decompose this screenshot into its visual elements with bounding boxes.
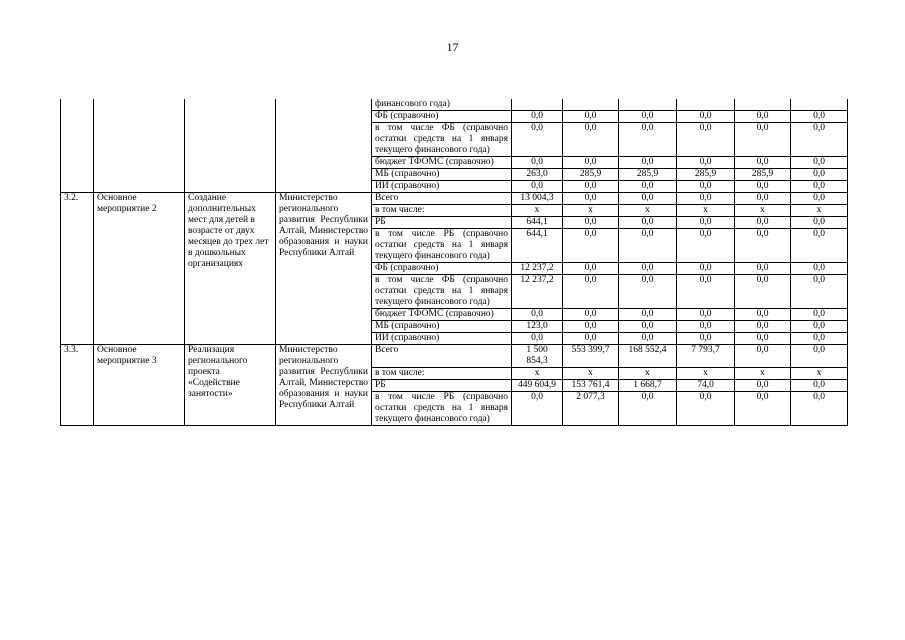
value-cell: 0,0 [563,181,619,193]
value-cell: 263,0 [512,169,563,181]
funding-source-cell: в том числе: [372,205,512,217]
funding-source-cell: ИИ (справочно) [372,181,512,193]
funding-source-cell: РБ [372,380,512,392]
value-cell: 0,0 [735,123,791,157]
value-cell: 0,0 [735,275,791,309]
value-cell: 0,0 [735,193,791,205]
activity-executor-cell: Министерство регионального развития Республики Алтай, Министерство образования и науки Республики Алтай [276,193,372,345]
value-cell: 0,0 [791,193,848,205]
value-cell [735,99,791,111]
value-cell: 0,0 [791,229,848,263]
activity-executor-cell: Министерство регионального развития Республики Алтай, Министерство образования и науки Республики Алтай [276,345,372,426]
activity-description-cell: Создание дополнительных мест для детей в возрасте от двух месяцев до трех лет в дошкольных организациях [185,193,276,345]
value-cell: x [563,205,619,217]
value-cell: 0,0 [791,275,848,309]
value-cell: 0,0 [791,321,848,333]
value-cell: 1 500 854,3 [512,345,563,368]
value-cell: 0,0 [563,193,619,205]
value-cell: 285,9 [563,169,619,181]
value-cell: 0,0 [563,111,619,123]
value-cell: 0,0 [619,181,677,193]
value-cell: 0,0 [677,263,735,275]
funding-source-cell: в том числе РБ (справочно остатки средств на 1 января текущего финансового года) [372,229,512,263]
activity-number-cell: 3.3. [61,345,94,426]
value-cell: 0,0 [619,111,677,123]
value-cell: x [563,368,619,380]
value-cell: 0,0 [791,181,848,193]
value-cell: 0,0 [735,111,791,123]
value-cell: x [512,205,563,217]
value-cell: 0,0 [619,229,677,263]
funding-source-cell: в том числе ФБ (справочно остатки средств на 1 января текущего финансового года) [372,275,512,309]
value-cell: 0,0 [619,321,677,333]
value-cell: x [735,205,791,217]
value-cell: 0,0 [563,157,619,169]
value-cell: 0,0 [735,263,791,275]
value-cell: 0,0 [735,181,791,193]
table-row [61,345,848,368]
value-cell: 0,0 [735,309,791,321]
value-cell: 0,0 [563,229,619,263]
value-cell: 0,0 [512,157,563,169]
value-cell: x [512,368,563,380]
value-cell: 0,0 [791,392,848,426]
value-cell: 12 237,2 [512,275,563,309]
value-cell: 0,0 [563,309,619,321]
value-cell: 1 668,7 [619,380,677,392]
value-cell: 0,0 [677,309,735,321]
funding-source-cell: финансового года) [372,99,512,111]
funding-source-cell: в том числе ФБ (справочно остатки средств на 1 января текущего финансового года) [372,123,512,157]
value-cell: 0,0 [735,380,791,392]
value-cell [791,99,848,111]
value-cell [563,99,619,111]
funding-source-cell: в том числе РБ (справочно остатки средств на 1 января текущего финансового года) [372,392,512,426]
value-cell: 0,0 [791,123,848,157]
value-cell: 0,0 [512,111,563,123]
value-cell: 0,0 [791,333,848,345]
value-cell: 0,0 [512,392,563,426]
value-cell: 0,0 [677,157,735,169]
number-cell [61,99,94,193]
value-cell: 0,0 [735,345,791,368]
value-cell: 0,0 [619,275,677,309]
value-cell: 0,0 [563,333,619,345]
funding-source-cell: ИИ (справочно) [372,333,512,345]
value-cell [677,99,735,111]
value-cell: 0,0 [735,321,791,333]
value-cell: 0,0 [563,321,619,333]
value-cell: 123,0 [512,321,563,333]
value-cell: 0,0 [563,217,619,229]
value-cell: 0,0 [512,181,563,193]
value-cell: 0,0 [619,157,677,169]
value-cell: 0,0 [677,333,735,345]
value-cell: 0,0 [619,123,677,157]
value-cell: x [791,368,848,380]
value-cell: 0,0 [791,169,848,181]
value-cell: 0,0 [677,193,735,205]
value-cell: 12 237,2 [512,263,563,275]
description-cell [185,99,276,193]
value-cell: 0,0 [619,309,677,321]
value-cell: 0,0 [735,333,791,345]
value-cell: 0,0 [677,123,735,157]
value-cell: 449 604,9 [512,380,563,392]
value-cell: 0,0 [677,321,735,333]
value-cell: 0,0 [791,263,848,275]
value-cell: 0,0 [735,229,791,263]
value-cell: 0,0 [677,275,735,309]
activity-description-cell: Реализация регионального проекта «Содействие занятости» [185,345,276,426]
value-cell: 0,0 [563,123,619,157]
page-number: 17 [446,40,459,54]
value-cell: 0,0 [791,217,848,229]
value-cell: 0,0 [677,229,735,263]
value-cell: 285,9 [735,169,791,181]
value-cell: x [619,368,677,380]
value-cell: x [677,368,735,380]
value-cell: 0,0 [791,345,848,368]
value-cell: 0,0 [563,275,619,309]
value-cell: 0,0 [791,309,848,321]
value-cell [512,99,563,111]
executor-cell [276,99,372,193]
value-cell: 644,1 [512,217,563,229]
value-cell: 0,0 [512,309,563,321]
budget-table [60,99,848,426]
value-cell: 13 004,3 [512,193,563,205]
funding-source-cell: Всего [372,193,512,205]
funding-source-cell: ФБ (справочно) [372,263,512,275]
funding-source-cell: МБ (справочно) [372,321,512,333]
activity-name-cell: Основное мероприятие 3 [94,345,185,426]
funding-source-cell: ФБ (справочно) [372,111,512,123]
value-cell: 168 552,4 [619,345,677,368]
value-cell: 0,0 [791,157,848,169]
value-cell: 0,0 [512,123,563,157]
value-cell: 0,0 [735,217,791,229]
funding-source-cell: бюджет ТФОМС (справочно) [372,157,512,169]
value-cell: x [791,205,848,217]
value-cell: 553 399,7 [563,345,619,368]
value-cell: 0,0 [791,111,848,123]
table-row [61,99,848,111]
value-cell: 0,0 [563,263,619,275]
value-cell: 0,0 [619,193,677,205]
value-cell: 0,0 [512,333,563,345]
table-row [61,193,848,205]
funding-source-cell: в том числе: [372,368,512,380]
value-cell: 0,0 [677,111,735,123]
value-cell: 0,0 [791,380,848,392]
value-cell: 0,0 [677,217,735,229]
value-cell: 0,0 [735,392,791,426]
value-cell: 74,0 [677,380,735,392]
value-cell: x [677,205,735,217]
activity-number-cell: 3.2. [61,193,94,345]
value-cell: 0,0 [619,263,677,275]
funding-source-cell: Всего [372,345,512,368]
value-cell: 0,0 [677,181,735,193]
value-cell: 285,9 [677,169,735,181]
value-cell: 0,0 [619,333,677,345]
value-cell [619,99,677,111]
value-cell: 7 793,7 [677,345,735,368]
value-cell: 285,9 [619,169,677,181]
funding-source-cell: МБ (справочно) [372,169,512,181]
value-cell: 0,0 [677,392,735,426]
funding-source-cell: РБ [372,217,512,229]
value-cell: 0,0 [619,217,677,229]
value-cell: 153 761,4 [563,380,619,392]
value-cell: 0,0 [619,392,677,426]
activity-name-cell [94,99,185,193]
value-cell: 2 077,3 [563,392,619,426]
value-cell: x [735,368,791,380]
value-cell: 0,0 [735,157,791,169]
activity-name-cell: Основное мероприятие 2 [94,193,185,345]
value-cell: x [619,205,677,217]
value-cell: 644,1 [512,229,563,263]
funding-source-cell: бюджет ТФОМС (справочно) [372,309,512,321]
